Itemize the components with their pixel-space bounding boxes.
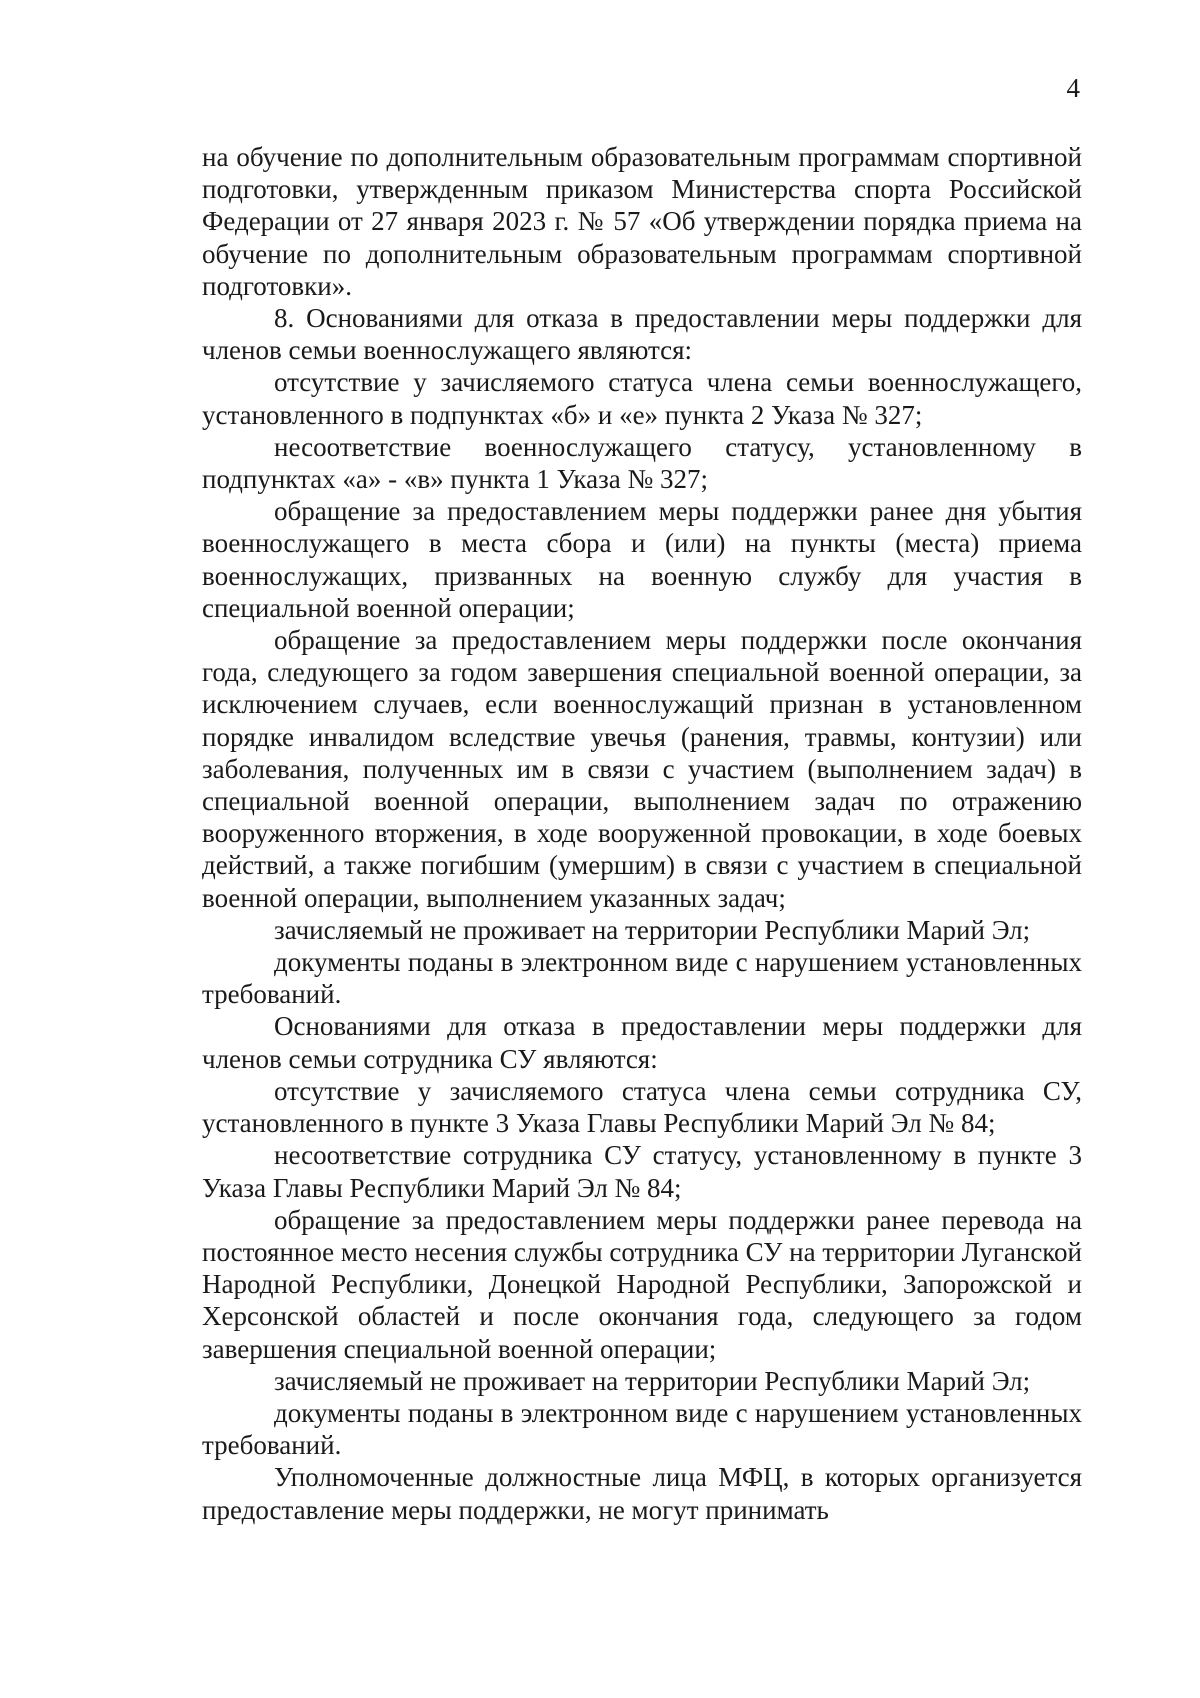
paragraph-item-8: 8. Основаниями для отказа в предоставлении меры поддержки для членов семьи военнослужащего являются:: [202, 303, 1082, 366]
paragraph-refusal-ground: несоответствие сотрудника СУ статусу, установленному в пункте 3 Указа Главы Республики Марий Эл № 84;: [202, 1140, 1082, 1203]
paragraph-refusal-ground: зачисляемый не проживает на территории Республики Марий Эл;: [274, 914, 1031, 945]
paragraph-refusal-ground: документы поданы в электронном виде с нарушением установленных требований.: [202, 947, 1082, 1010]
paragraph-refusal-ground: обращение за предоставлением меры поддержки ранее перевода на постоянное место несения службы сотрудника СУ на территории Луганской Народной Республики, Донецкой Народной Республики, Запорожской и Херсонской областей и после окончания года, следующего за годом завершения специальной военной операции;: [202, 1204, 1082, 1364]
paragraph-refusal-ground: документы поданы в электронном виде с нарушением установленных требований.: [202, 1397, 1082, 1461]
paragraph-continuation: на обучение по дополнительным образовательным программам спортивной подготовки, утвержденным приказом Министерства спорта Российской Федерации от 27 января 2023 г. № 57 «Об утверждении порядка приема на обучение по дополнительным образовательным программам спортивной подготовки».: [202, 142, 1082, 301]
paragraph-refusal-ground: зачисляемый не проживает на территории Республики Марий Эл;: [274, 1365, 1031, 1396]
paragraph-refusal-ground: несоответствие военнослужащего статусу, установленному в подпунктах «а» - «в» пункта 1 Указа № 327;: [202, 431, 1082, 495]
paragraph-refusal-ground: обращение за предоставлением меры поддержки после окончания года, следующего за годом завершения специальной военной операции, за исключением случаев, если военнослужащий признан в установленном порядке инвалидом вследствие увечья (ранения, травмы, контузии) или заболевания, полученных им в связи с участием (выполнением задач) в специальной военной операции, выполнением задач по отражению вооруженного вторжения, в ходе вооруженной провокации, в ходе боевых действий, а также погибшим (умершим) в связи с участием в специальной военной операции, выполнением указанных задач;: [202, 625, 1082, 913]
paragraph-mfc-officials: Уполномоченные должностные лица МФЦ, в которых организуется предоставление меры поддержки, не могут принимать: [202, 1462, 1082, 1525]
paragraph-refusal-ground: отсутствие у зачисляемого статуса члена семьи военнослужащего, установленного в подпунктах «б» и «е» пункта 2 Указа № 327;: [202, 367, 1082, 430]
document-body: [202, 141, 1082, 1526]
page-number: 4: [1066, 73, 1080, 103]
paragraph-refusal-ground: отсутствие у зачисляемого статуса члена семьи сотрудника СУ, установленного в пункте 3 Указа Главы Республики Марий Эл № 84;: [202, 1075, 1082, 1139]
paragraph-su-refusal-intro: Основаниями для отказа в предоставлении меры поддержки для членов семьи сотрудника СУ являются:: [202, 1011, 1082, 1074]
paragraph-refusal-ground: обращение за предоставлением меры поддержки ранее дня убытия военнослужащего в места сбора и (или) на пункты (места) приема военнослужащих, призванных на военную службу для участия в специальной военной операции;: [202, 496, 1082, 623]
